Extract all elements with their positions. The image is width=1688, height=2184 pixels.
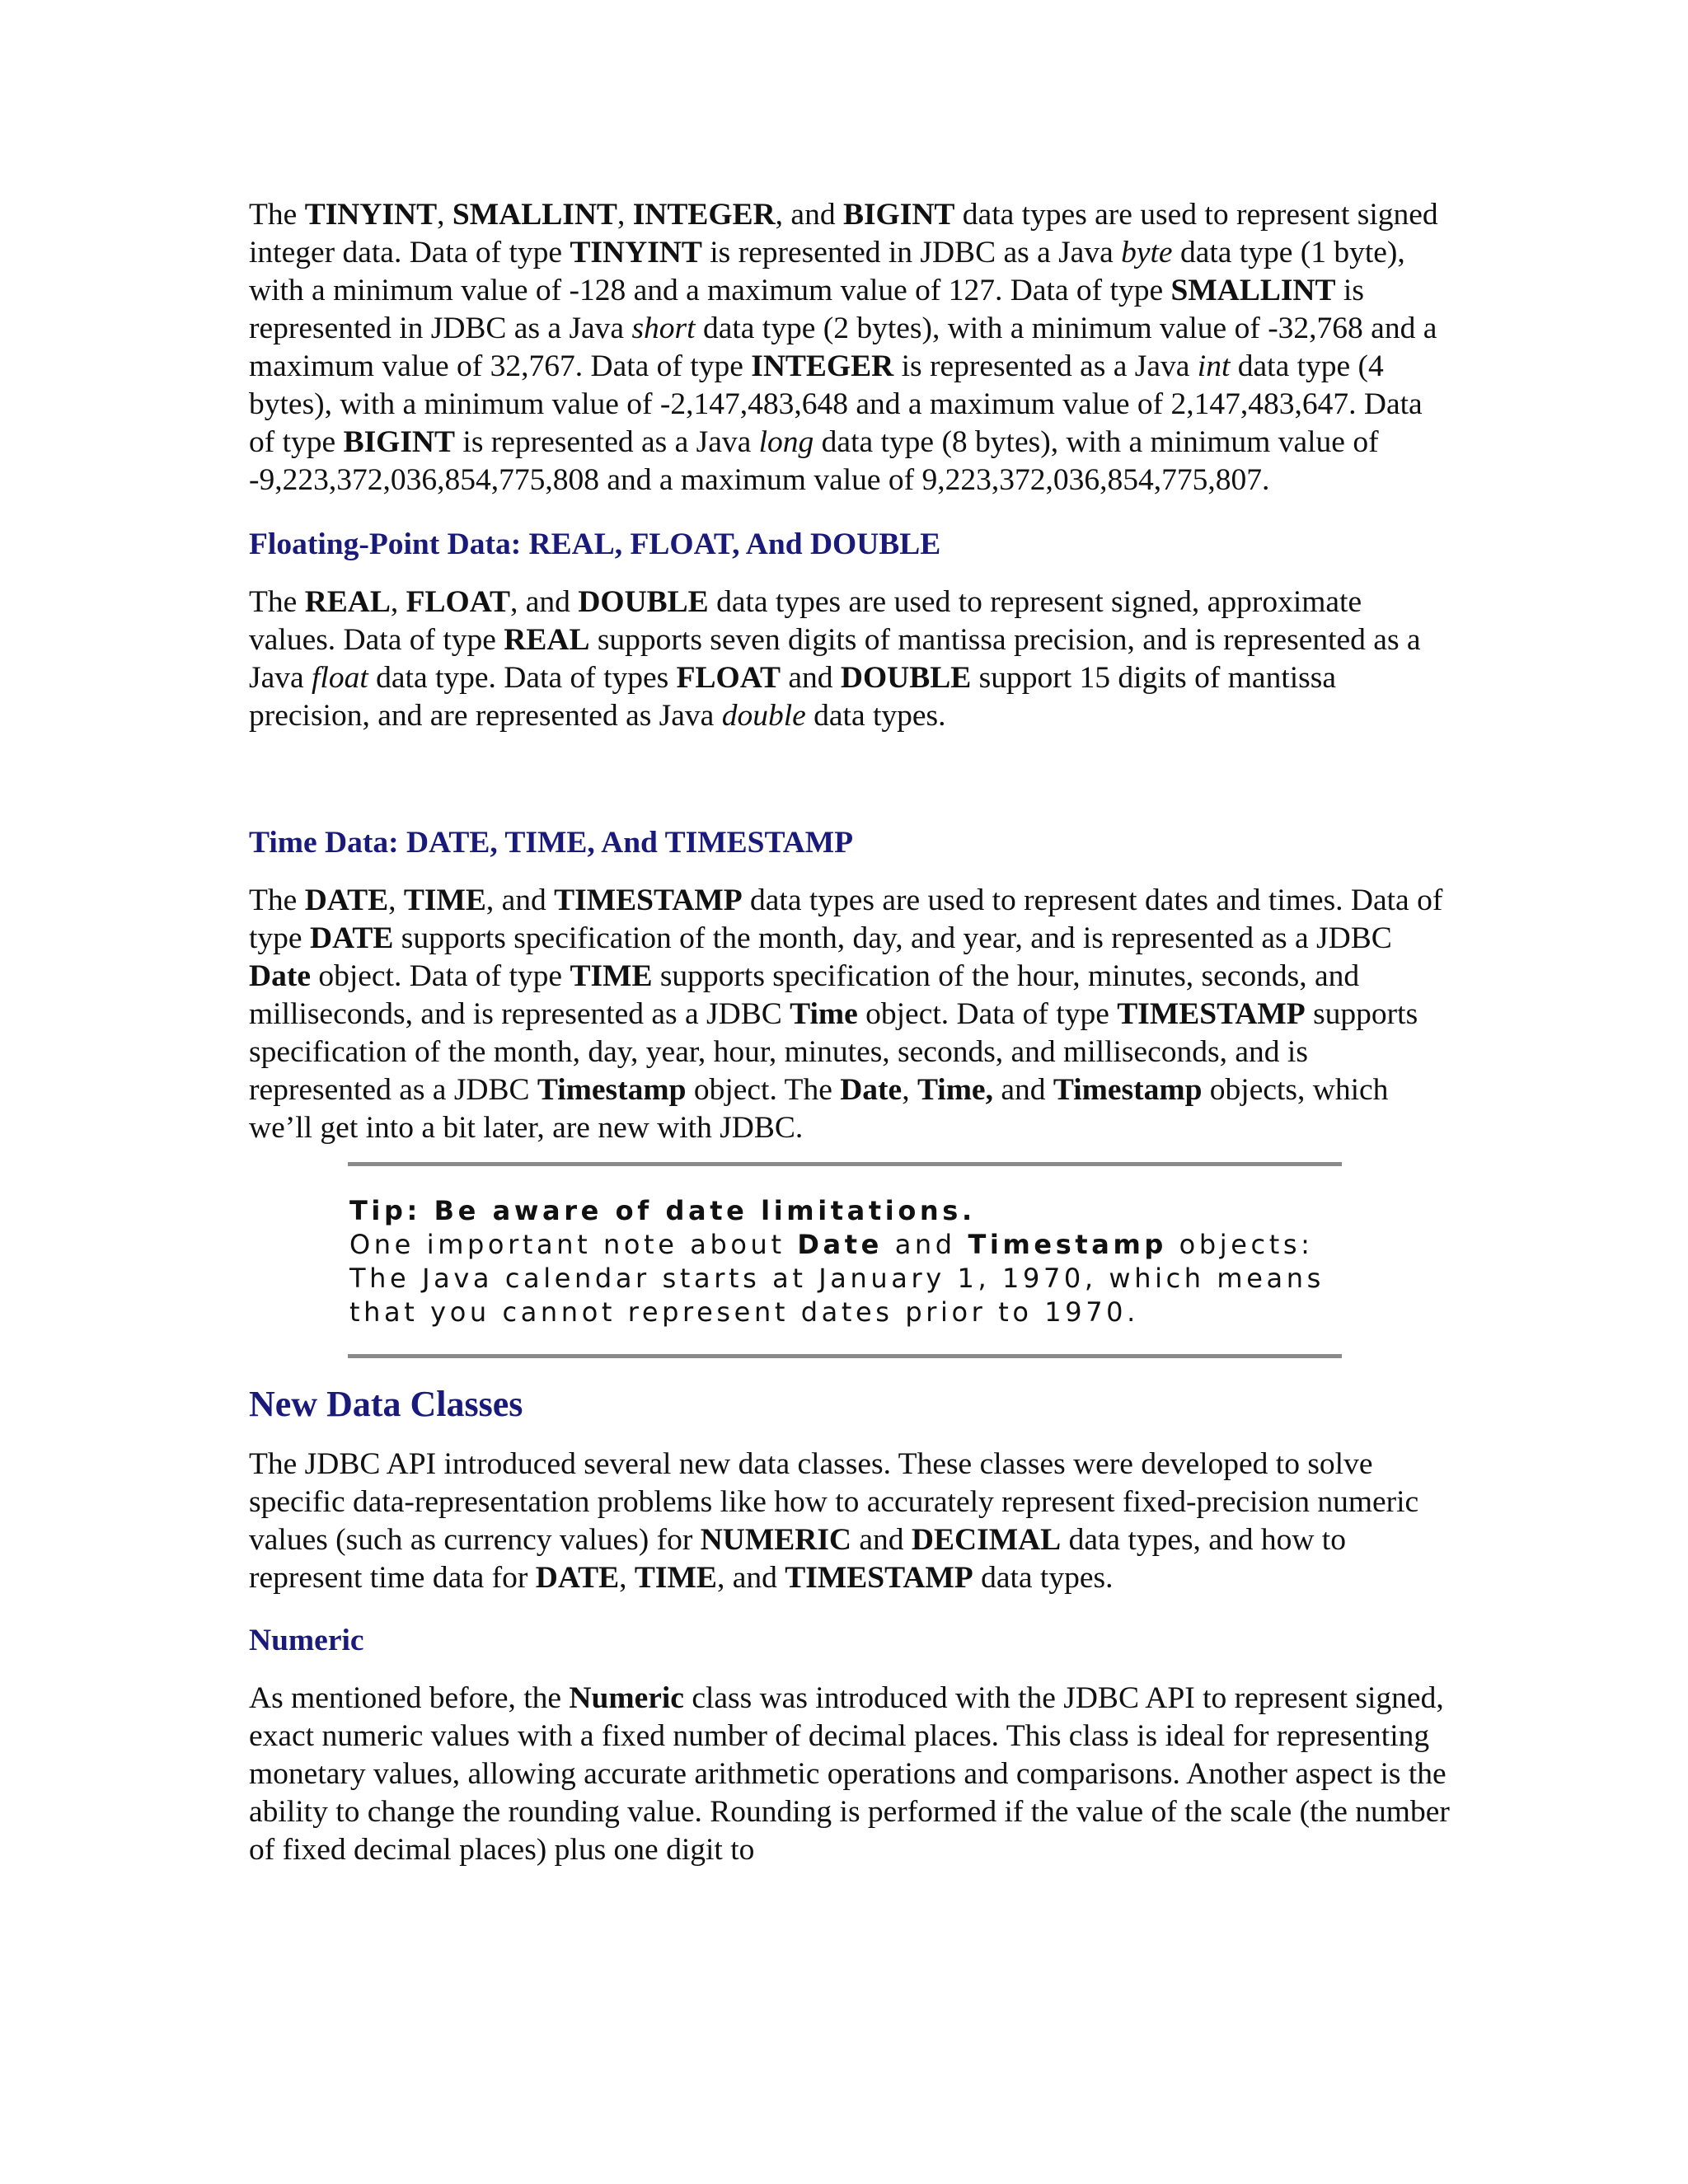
term-float: FLOAT <box>406 585 511 619</box>
term-byte: byte <box>1121 236 1173 269</box>
text: , <box>617 198 633 232</box>
tip-line-2: The Java calendar starts at January 1, 1970, which means <box>349 1263 1325 1294</box>
term-date-object: Date <box>249 959 311 993</box>
term-long: long <box>758 425 814 459</box>
term-numeric: NUMERIC <box>700 1523 852 1557</box>
numeric-heading: Numeric <box>249 1624 364 1657</box>
term-smallint: SMALLINT <box>1170 274 1336 307</box>
term-timestamp-object: Timestamp <box>537 1073 687 1107</box>
text: and <box>851 1523 912 1557</box>
term-date: DATE <box>304 883 389 917</box>
text: objects, which we’ll get into a bit later, are new with JDBC. <box>249 1073 1389 1145</box>
tip-content <box>348 1166 1342 1354</box>
term-timestamp: TIMESTAMP <box>785 1561 973 1595</box>
term-double-java: double <box>721 699 806 733</box>
text: is represented in JDBC as a Java <box>701 236 1122 269</box>
text: supports specification of the month, day, year, hour, minutes, seconds, and milliseconds, and is represented as a JDBC <box>249 997 1418 1107</box>
text: As mentioned before, the <box>249 1681 570 1715</box>
text: , and <box>716 1561 785 1595</box>
tip-box <box>348 1162 1342 1358</box>
term-real: REAL <box>504 623 590 657</box>
numeric-paragraph <box>249 1680 1452 1869</box>
term-timestamp: TIMESTAMP <box>1117 997 1306 1031</box>
text: data types are used to represent dates and times. Data of type <box>249 883 1443 955</box>
text: , and <box>775 198 843 232</box>
text: supports seven digits of mantissa precision, and is represented as a Java <box>249 623 1421 695</box>
term-date: DATE <box>535 1561 620 1595</box>
text: object. The <box>686 1073 841 1107</box>
term-real: REAL <box>304 585 391 619</box>
tip-title <box>349 1194 1342 1228</box>
term-tinyint: TINYINT <box>570 236 702 269</box>
term-date-object: Date <box>840 1073 903 1107</box>
text: data type. Data of types <box>368 661 677 695</box>
term-time: TIME <box>634 1561 717 1595</box>
term-int: int <box>1197 349 1231 383</box>
floating-point-heading: Floating-Point Data: REAL, FLOAT, And DOUBLE <box>249 527 941 561</box>
text: The <box>249 198 305 232</box>
tip-line-1 <box>349 1228 1342 1262</box>
term-tinyint: TINYINT <box>304 198 438 232</box>
text: and <box>781 661 841 695</box>
document-page <box>249 196 1452 1869</box>
text: data types. <box>973 1561 1114 1595</box>
tip-bottom-rule <box>348 1354 1342 1358</box>
text: and <box>882 1229 968 1260</box>
text: class was introduced with the JDBC API to represent signed, exact numeric values with a fixed number of decimal places. This class is ideal for representing monetary values, allowing accurate arithmetic operations and comparisons. Another aspect is the ability to change the rounding value. Rounding is performed if the value of the scale (the number of fixed decimal places) plus one digit to <box>249 1681 1450 1867</box>
text: , <box>902 1073 917 1107</box>
term-timestamp: Timestamp <box>968 1229 1167 1260</box>
new-data-classes-paragraph <box>249 1446 1452 1597</box>
term-date: Date <box>797 1229 883 1260</box>
text: , <box>619 1561 635 1595</box>
term-time: TIME <box>403 883 486 917</box>
text: is represented as a Java <box>893 349 1198 383</box>
text: , <box>437 198 452 232</box>
text: , <box>390 585 406 619</box>
term-timestamp-object: Timestamp <box>1053 1073 1203 1107</box>
text: support 15 digits of mantissa precision, and are represented as Java <box>249 661 1336 733</box>
term-float: FLOAT <box>676 661 781 695</box>
term-time-object: Time, <box>917 1073 993 1107</box>
text: objects: <box>1166 1229 1314 1260</box>
text: data type (4 bytes), with a minimum value of -2,147,483,648 and a maximum value of 2,147,483,647. Data of type <box>249 349 1423 459</box>
text: data types are used to represent signed integer data. Data of type <box>249 198 1438 269</box>
term-integer: INTEGER <box>632 198 776 232</box>
text: object. Data of type <box>310 959 570 993</box>
term-decimal: DECIMAL <box>911 1523 1062 1557</box>
term-double: DOUBLE <box>840 661 972 695</box>
term-integer: INTEGER <box>751 349 894 383</box>
text: , <box>388 883 404 917</box>
tip-title-text: Tip: Be aware of date limitations. <box>349 1195 976 1226</box>
text: data type (1 byte), with a minimum value of -128 and a maximum value of 127. Data of type <box>249 236 1405 307</box>
term-double: DOUBLE <box>578 585 709 619</box>
tip-line-3: that you cannot represent dates prior to 1970. <box>349 1296 1139 1328</box>
term-smallint: SMALLINT <box>452 198 617 232</box>
term-date: DATE <box>309 921 394 955</box>
text: data type (2 bytes), with a minimum value of -32,768 and a maximum value of 32,767. Data of type <box>249 312 1437 383</box>
term-float-java: float <box>312 661 368 695</box>
time-data-paragraph <box>249 882 1452 1147</box>
term-short: short <box>631 312 696 345</box>
term-numeric-class: Numeric <box>569 1681 684 1715</box>
text: The JDBC API introduced several new data classes. These classes were developed to solve specific data-representation problems like how to accurately represent fixed-precision numeric values (such as currency values) for <box>249 1447 1419 1557</box>
text: data type (8 bytes), with a minimum value of -9,223,372,036,854,775,808 and a maximum value of 9,223,372,036,854,775,807. <box>249 425 1379 497</box>
text: data types are used to represent signed, approximate values. Data of type <box>249 585 1362 657</box>
text: , and <box>510 585 579 619</box>
term-timestamp: TIMESTAMP <box>554 883 743 917</box>
text: , and <box>485 883 555 917</box>
term-time: TIME <box>570 959 653 993</box>
text: One important note about <box>349 1229 798 1260</box>
text: The <box>249 883 305 917</box>
term-bigint: BIGINT <box>343 425 456 459</box>
integer-types-paragraph <box>249 196 1452 499</box>
text: supports specification of the month, day, and year, and is represented as a JDBC <box>393 921 1392 955</box>
text: is represented in JDBC as a Java <box>249 274 1364 345</box>
floating-point-paragraph <box>249 583 1452 735</box>
text: is represented as a Java <box>455 425 759 459</box>
text: data types. <box>805 699 946 733</box>
text: supports specification of the hour, minutes, seconds, and milliseconds, and is represented as a JDBC <box>249 959 1360 1031</box>
term-bigint: BIGINT <box>842 198 955 232</box>
text: object. Data of type <box>857 997 1118 1031</box>
text: The <box>249 585 305 619</box>
time-data-heading: Time Data: DATE, TIME, And TIMESTAMP <box>249 826 854 860</box>
text: data types, and how to represent time data for <box>249 1523 1346 1595</box>
term-time-object: Time <box>790 997 858 1031</box>
new-data-classes-heading: New Data Classes <box>249 1384 523 1424</box>
text: and <box>992 1073 1053 1107</box>
